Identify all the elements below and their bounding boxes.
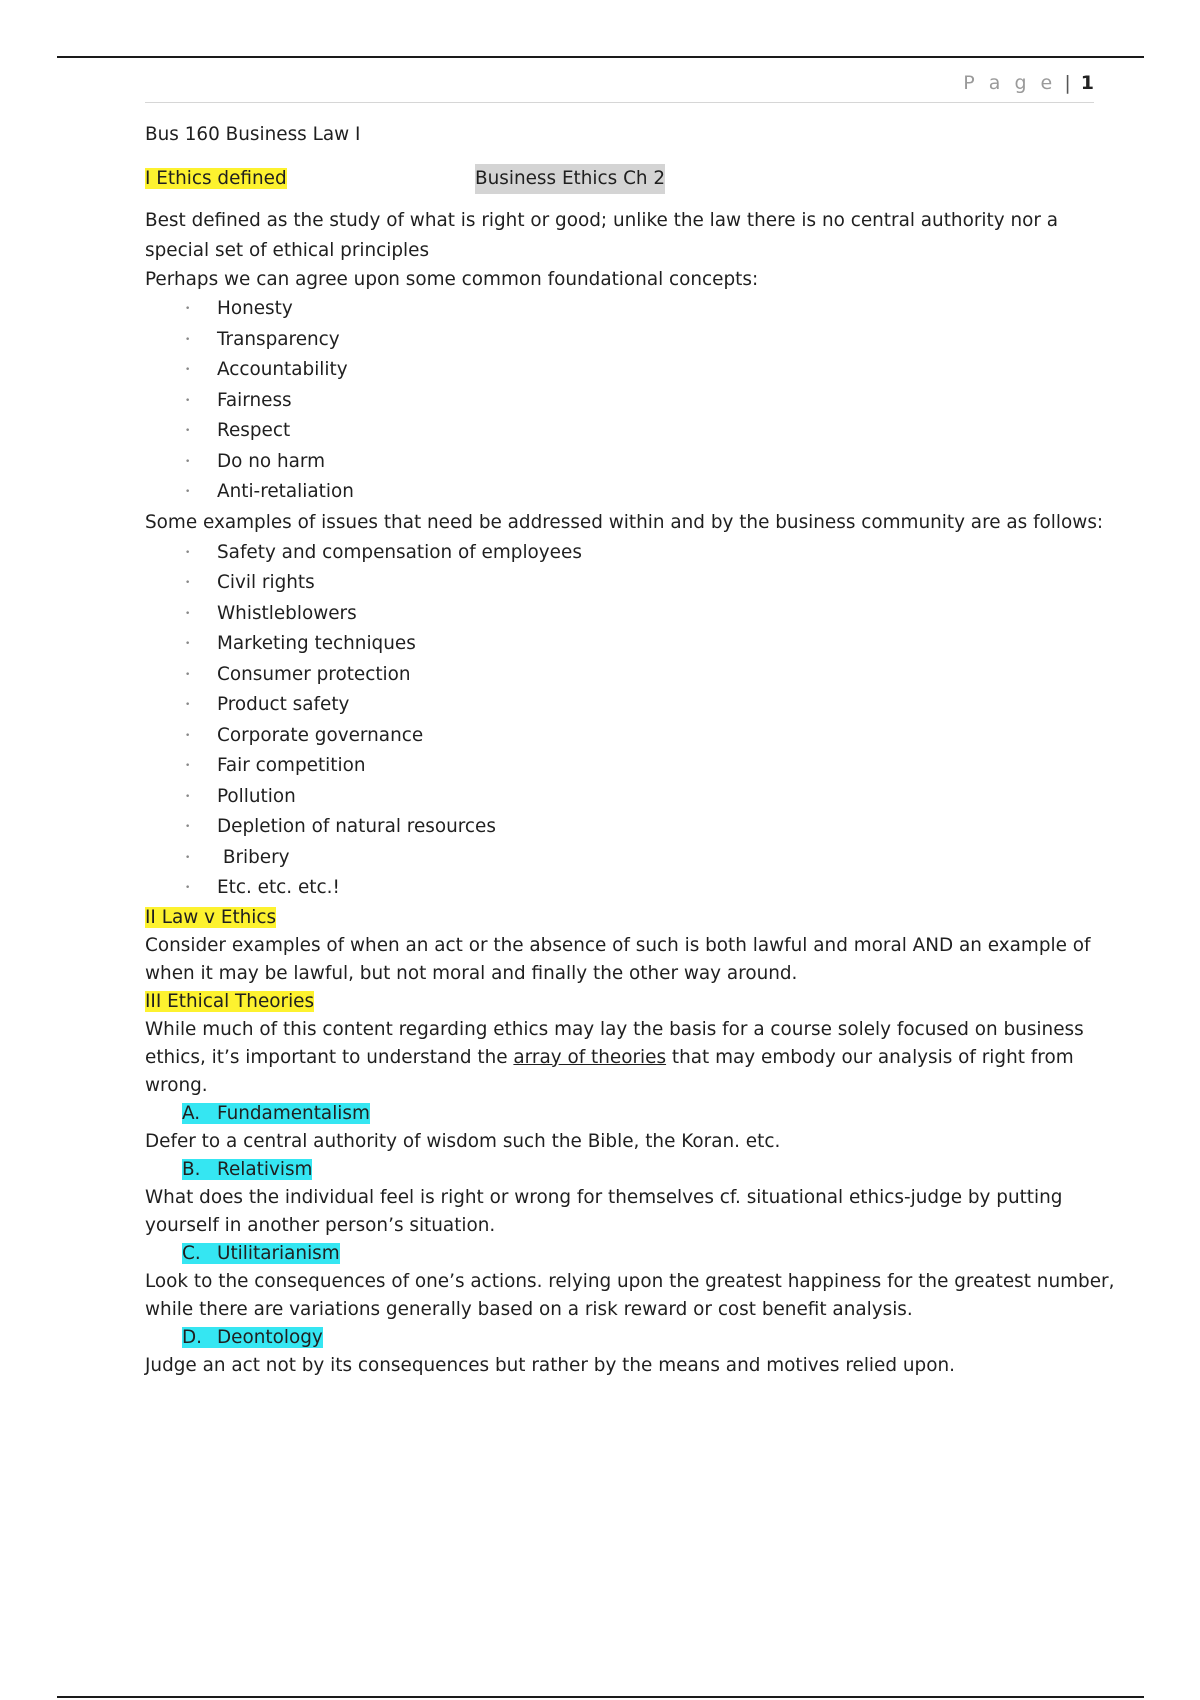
list-item: • Corporate governance — [145, 721, 1105, 752]
concepts-list — [145, 294, 1105, 508]
definition-line-2: special set of ethical principles — [145, 240, 430, 261]
page-header — [145, 72, 1094, 103]
section2-heading: II Law v Ethics — [145, 906, 277, 928]
list-item: • Safety and compensation of employees — [145, 538, 1105, 569]
theory-description: What does the individual feel is right or wrong for themselves cf. situational ethics-judge by putting — [145, 1186, 1063, 1208]
array-of-theories-text: array of theories — [513, 1046, 667, 1068]
theory-heading-relativism — [145, 1156, 1105, 1184]
page-separator: | — [1064, 72, 1071, 94]
list-item: • Product safety — [145, 690, 1105, 721]
document-body — [145, 120, 1115, 1380]
list-item: • Transparency — [145, 325, 1105, 356]
section3-heading: III Ethical Theories — [145, 990, 315, 1012]
section2-line-1: Consider examples of when an act or the absence of such is both lawful and moral AND an example of — [145, 934, 1091, 956]
theory-heading-fundamentalism — [145, 1100, 1105, 1128]
list-item: • Civil rights — [145, 568, 1105, 599]
concepts-intro: Perhaps we can agree upon some common foundational concepts: — [145, 269, 759, 290]
theory-description: Defer to a central authority of wisdom such the Bible, the Koran. etc. — [145, 1130, 781, 1152]
list-item: • Whistleblowers — [145, 599, 1105, 630]
section2-line-2: when it may be lawful, but not moral and finally the other way around. — [145, 962, 798, 984]
section3-line-1: While much of this content regarding ethics may lay the basis for a course solely focused on business — [145, 1018, 1084, 1040]
section3-line-2-pre: ethics, it’s important to understand the — [145, 1046, 514, 1068]
list-item: • Do no harm — [145, 447, 1105, 478]
list-item: • Depletion of natural resources — [145, 812, 1105, 843]
section3-line-2 — [145, 1044, 1105, 1072]
section1-heading: I Ethics defined — [145, 168, 287, 189]
chapter-label: Business Ethics Ch 2 — [475, 164, 665, 194]
section2-heading-row — [145, 904, 1105, 932]
theory-name: Utilitarianism — [217, 1242, 340, 1264]
list-item: • Pollution — [145, 782, 1105, 813]
section3-heading-row — [145, 988, 1105, 1016]
theory-heading-deontology — [145, 1324, 1105, 1352]
page-number: 1 — [1080, 72, 1094, 94]
issues-intro: Some examples of issues that need be addressed within and by the business community are as follows: — [145, 511, 1104, 533]
list-item: • Accountability — [145, 355, 1105, 386]
list-item: • Consumer protection — [145, 660, 1105, 691]
theory-description: Judge an act not by its consequences but rather by the means and motives relied upon. — [145, 1354, 955, 1376]
theory-name: Deontology — [217, 1326, 323, 1348]
theory-letter: B. — [182, 1158, 201, 1180]
theory-heading-utilitarianism — [145, 1240, 1105, 1268]
bottom-border-rule — [57, 1696, 1144, 1698]
theory-description: yourself in another person’s situation. — [145, 1214, 496, 1236]
page-label: P a g e — [963, 72, 1057, 94]
theory-letter: C. — [182, 1242, 201, 1264]
section3-line-3: wrong. — [145, 1074, 208, 1096]
list-item: • Anti-retaliation — [145, 477, 1105, 508]
list-item: • Fairness — [145, 386, 1105, 417]
list-item: • Honesty — [145, 294, 1105, 325]
list-item: • Bribery — [145, 843, 1105, 874]
list-item: • Fair competition — [145, 751, 1105, 782]
theory-description: Look to the consequences of one’s actions. relying upon the greatest happiness for the greatest number, — [145, 1270, 1115, 1292]
definition-line-1: Best defined as the study of what is right or good; unlike the law there is no central authority nor a — [145, 210, 1059, 231]
section3-line-2-post: that may embody our analysis of right from — [666, 1046, 1074, 1068]
list-item: • Respect — [145, 416, 1105, 447]
list-item: • Etc. etc. etc.! — [145, 873, 1105, 904]
list-item: • Marketing techniques — [145, 629, 1105, 660]
section1-heading-row — [145, 164, 1105, 194]
theory-letter: D. — [182, 1326, 203, 1348]
theory-name: Fundamentalism — [217, 1102, 370, 1124]
top-border-rule — [57, 56, 1144, 58]
issues-list — [145, 538, 1105, 904]
theory-name: Relativism — [217, 1158, 313, 1180]
theory-description: while there are variations generally based on a risk reward or cost benefit analysis. — [145, 1298, 913, 1320]
theory-letter: A. — [182, 1102, 201, 1124]
course-title: Bus 160 Business Law I — [145, 124, 361, 145]
